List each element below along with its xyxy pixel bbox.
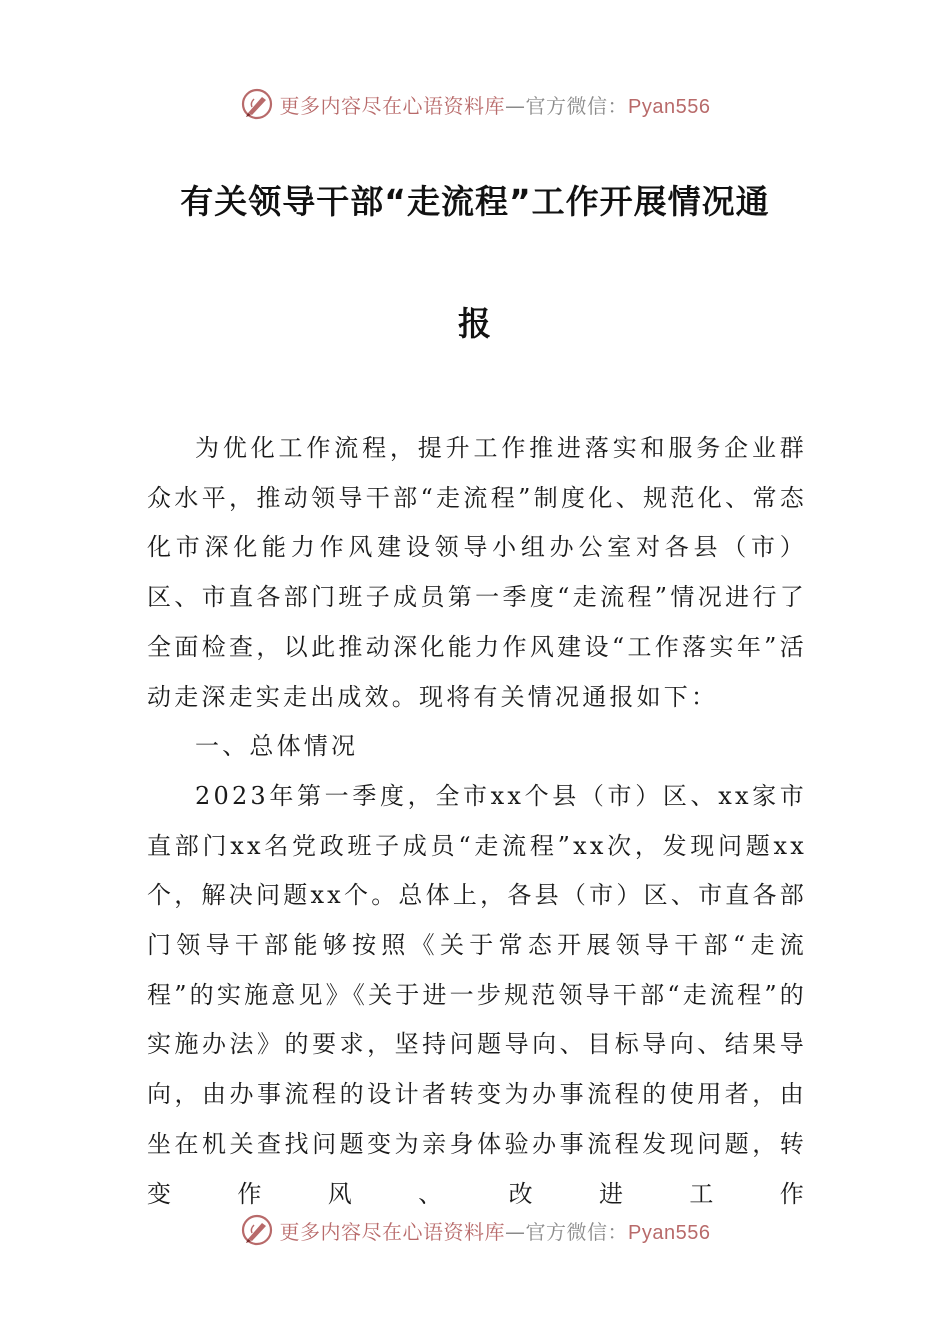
paragraph-overview: 2023年第一季度，全市xx个县（市）区、xx家市直部门xx名党政班子成员“走流程”xx次，发现问题xx个，解决问题xx个。总体上，各县（市）区、市直各部门领导干部能够按照《关于常态开展领导干部“走流程”的实施意见》《关于进一步规范领导干部“走流程”的实施办法》的要求，坚持问题导向、目标导向、结果导向，由办事流程的设计者转变为办事流程的使用者，由坐在机关查找问题变为亲身体验办事流程发现问题，转变作风、改进工作 [147,781,808,1208]
watermark-text [280,1216,711,1245]
document-body [147,424,807,1219]
watermark-brand: 更多内容尽在心语资料库 [279,1219,506,1244]
watermark-separator: — [505,93,526,118]
pen-logo-icon [240,87,274,121]
watermark-brand: 更多内容尽在心语资料库 [279,93,506,118]
watermark-wechat-label: 官方微信： [525,93,629,118]
watermark-text [280,90,711,119]
watermark-wechat-id: Pyan556 [628,95,711,118]
document-title-line2: 报 [458,304,492,343]
paragraph-intro: 为优化工作流程，提升工作推进落实和服务企业群众水平，推动领导干部“走流程”制度化、规范化、常态化市深化能力作风建设领导小组办公室对各县（市）区、市直各部门班子成员第一季度“走流程”情况进行了全面检查，以此推动深化能力作风建设“工作落实年”活动走深走实走出成效。现将有关情况通报如下： [147,434,807,711]
section-heading: 一、总体情况 [195,732,359,761]
watermark-wechat-id: Pyan556 [628,1221,711,1244]
watermark-separator: — [505,1219,526,1244]
watermark-banner-bottom [0,1210,950,1250]
document-title-line1: 有关领导干部“走流程”工作开展情况通 [180,182,770,221]
watermark-wechat-label: 官方微信： [525,1219,629,1244]
pen-logo-icon [240,1213,274,1247]
watermark-banner-top [0,84,950,124]
